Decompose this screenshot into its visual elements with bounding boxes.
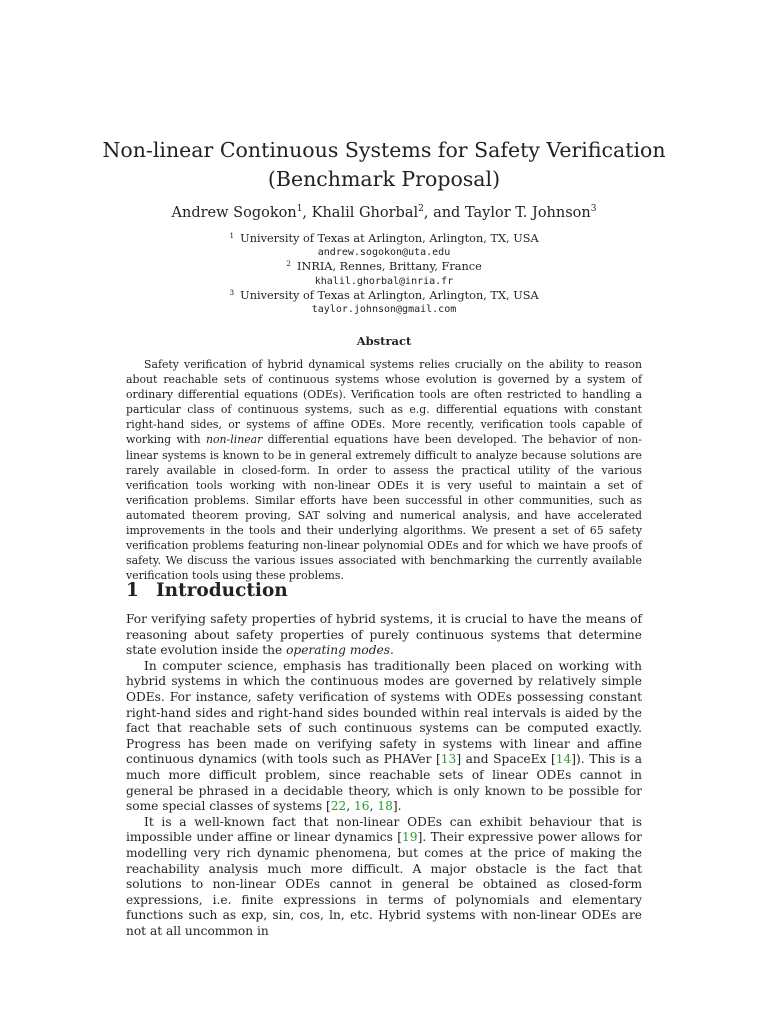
intro-paragraph-3 <box>126 815 642 940</box>
intro-p1-text: For verifying safety properties of hybrid systems, it is crucial to have the means of reasoning about safety properties of purely continuous systems that determine state evolution inside the <box>126 612 642 658</box>
affiliation-1-email: andrew.sogokon@uta.edu <box>317 247 451 259</box>
affiliation-3-mark: 3 <box>229 287 235 297</box>
intro-p2-text-c: ]). This is a much more difficult problem, since reachable sets of linear ODEs cannot in general be phrased in a decidable theory, which is only known to be possible for some special classes of systems [ <box>126 752 642 814</box>
intro-body <box>126 612 642 939</box>
affiliation-2-email: khalil.ghorbal@inria.fr <box>314 275 454 287</box>
abstract-part-1: Safety verification of hybrid dynamical systems relies crucially on the ability to reason about reachable sets of continuous systems whose evolution is governed by a system of ordinary differential equations (ODEs). Verification tools are often restricted to handling a particular class of continuous systems, such as e.g. differential equations with constant right-hand sides, or systems of affine ODEs. More recently, verification tools capable of working with <box>126 358 642 447</box>
author-1-mark: 1 <box>296 204 303 214</box>
author-conjunction: , and <box>423 205 465 221</box>
affiliation-1-org: University of Texas at Arlington, Arlington, TX, USA <box>240 232 539 245</box>
citation-22[interactable]: 22 <box>330 799 347 814</box>
affiliation-1 <box>0 232 768 246</box>
intro-p1-emphasis: operating modes <box>286 643 390 658</box>
title-line-1: Non-linear Continuous Systems for Safety Verification <box>102 138 666 162</box>
author-2-mark: 2 <box>418 204 424 214</box>
citation-18[interactable]: 18 <box>377 799 393 814</box>
citation-14[interactable]: 14 <box>555 752 572 767</box>
intro-p3-text-a: It is a well-known fact that non-linear ODEs can exhibit behaviour that is impossible under affine or linear dynamics [ <box>126 814 642 845</box>
intro-paragraph-1 <box>126 612 642 659</box>
citation-13[interactable]: 13 <box>440 752 457 767</box>
author-3-mark: 3 <box>590 204 597 214</box>
intro-p3-text-b: ]. Their expressive power allows for modelling very rich dynamic phenomena, but comes at the price of making the reachability analysis much more difficult. A major obstacle is the fact that solutions to non-linear ODEs cannot in general be obtained as closed-form expressions, i.e. finite expressions in terms of polynomials and elementary functions such as exp, sin, cos, ln, etc. Hybrid systems with non-linear ODEs are not at all uncommon in <box>126 830 642 938</box>
section-title: Introduction <box>156 580 288 601</box>
section-number: 1 <box>126 580 139 601</box>
citation-separator: , <box>346 799 355 814</box>
affiliation-2 <box>0 260 768 274</box>
intro-p2-end: ]. <box>392 799 402 814</box>
author-list: Andrew Sogokon$^1$, Khalil Ghorbal$^2$, and Taylor T. Johnson$^3$ <box>171 204 597 221</box>
citation-19[interactable]: 19 <box>402 830 418 845</box>
abstract-part-2: differential equations have been developed. The behavior of non-linear systems is known to be in general extremely difficult to analyze because solutions are rarely available in closed-form. In order to assess the practical utility of the various verification tools working with non-linear ODEs it is very useful to maintain a set of verification problems. Similar efforts have been successful in other communities, such as automated theorem proving, SAT solving and numerical analysis, and have accelerated improvements in the tools and their underlying algorithms. We present a set of 65 safety verification problems featuring non-linear polynomial ODEs and for which we have proofs of safety. We discuss the various issues associated with benchmarking the currently available verification tools using these problems. <box>126 433 642 583</box>
author-2: Khalil Ghorbal <box>311 205 419 221</box>
author-1: Andrew Sogokon <box>171 205 297 221</box>
abstract-heading: Abstract <box>356 334 412 348</box>
intro-p1-end: . <box>390 643 394 658</box>
section-heading <box>126 579 288 603</box>
intro-p2-text-b: ] and SpaceEx [ <box>456 752 556 767</box>
affiliations <box>0 232 768 317</box>
affiliation-2-mark: 2 <box>286 259 291 269</box>
abstract-text <box>126 357 642 583</box>
paper-title <box>0 136 768 194</box>
title-line-2: (Benchmark Proposal) <box>267 167 501 191</box>
affiliation-1-mark: 1 <box>229 231 235 240</box>
affiliation-3-email: taylor.johnson@gmail.com <box>311 304 457 316</box>
citation-separator: , <box>369 799 378 814</box>
intro-p2-text-a: In computer science, emphasis has traditionally been placed on working with hybrid systems in which the continuous modes are governed by relatively simple ODEs. For instance, safety verification of systems with ODEs possessing constant right-hand sides and right-hand sides bounded within real intervals is aided by the fact that reachable sets of such continuous systems can be computed exactly. Progress has been made on verifying safety in systems with linear and affine continuous dynamics (with tools such as PHAVer [ <box>126 658 642 767</box>
affiliation-3 <box>0 289 768 303</box>
author-3: Taylor T. Johnson <box>464 205 591 221</box>
citation-16[interactable]: 16 <box>354 799 370 814</box>
affiliation-3-org: University of Texas at Arlington, Arlington, TX, USA <box>240 288 539 302</box>
abstract-emphasis: non-linear <box>205 433 263 447</box>
affiliation-2-org: INRIA, Rennes, Brittany, France <box>296 260 482 274</box>
intro-paragraph-2 <box>126 659 642 815</box>
